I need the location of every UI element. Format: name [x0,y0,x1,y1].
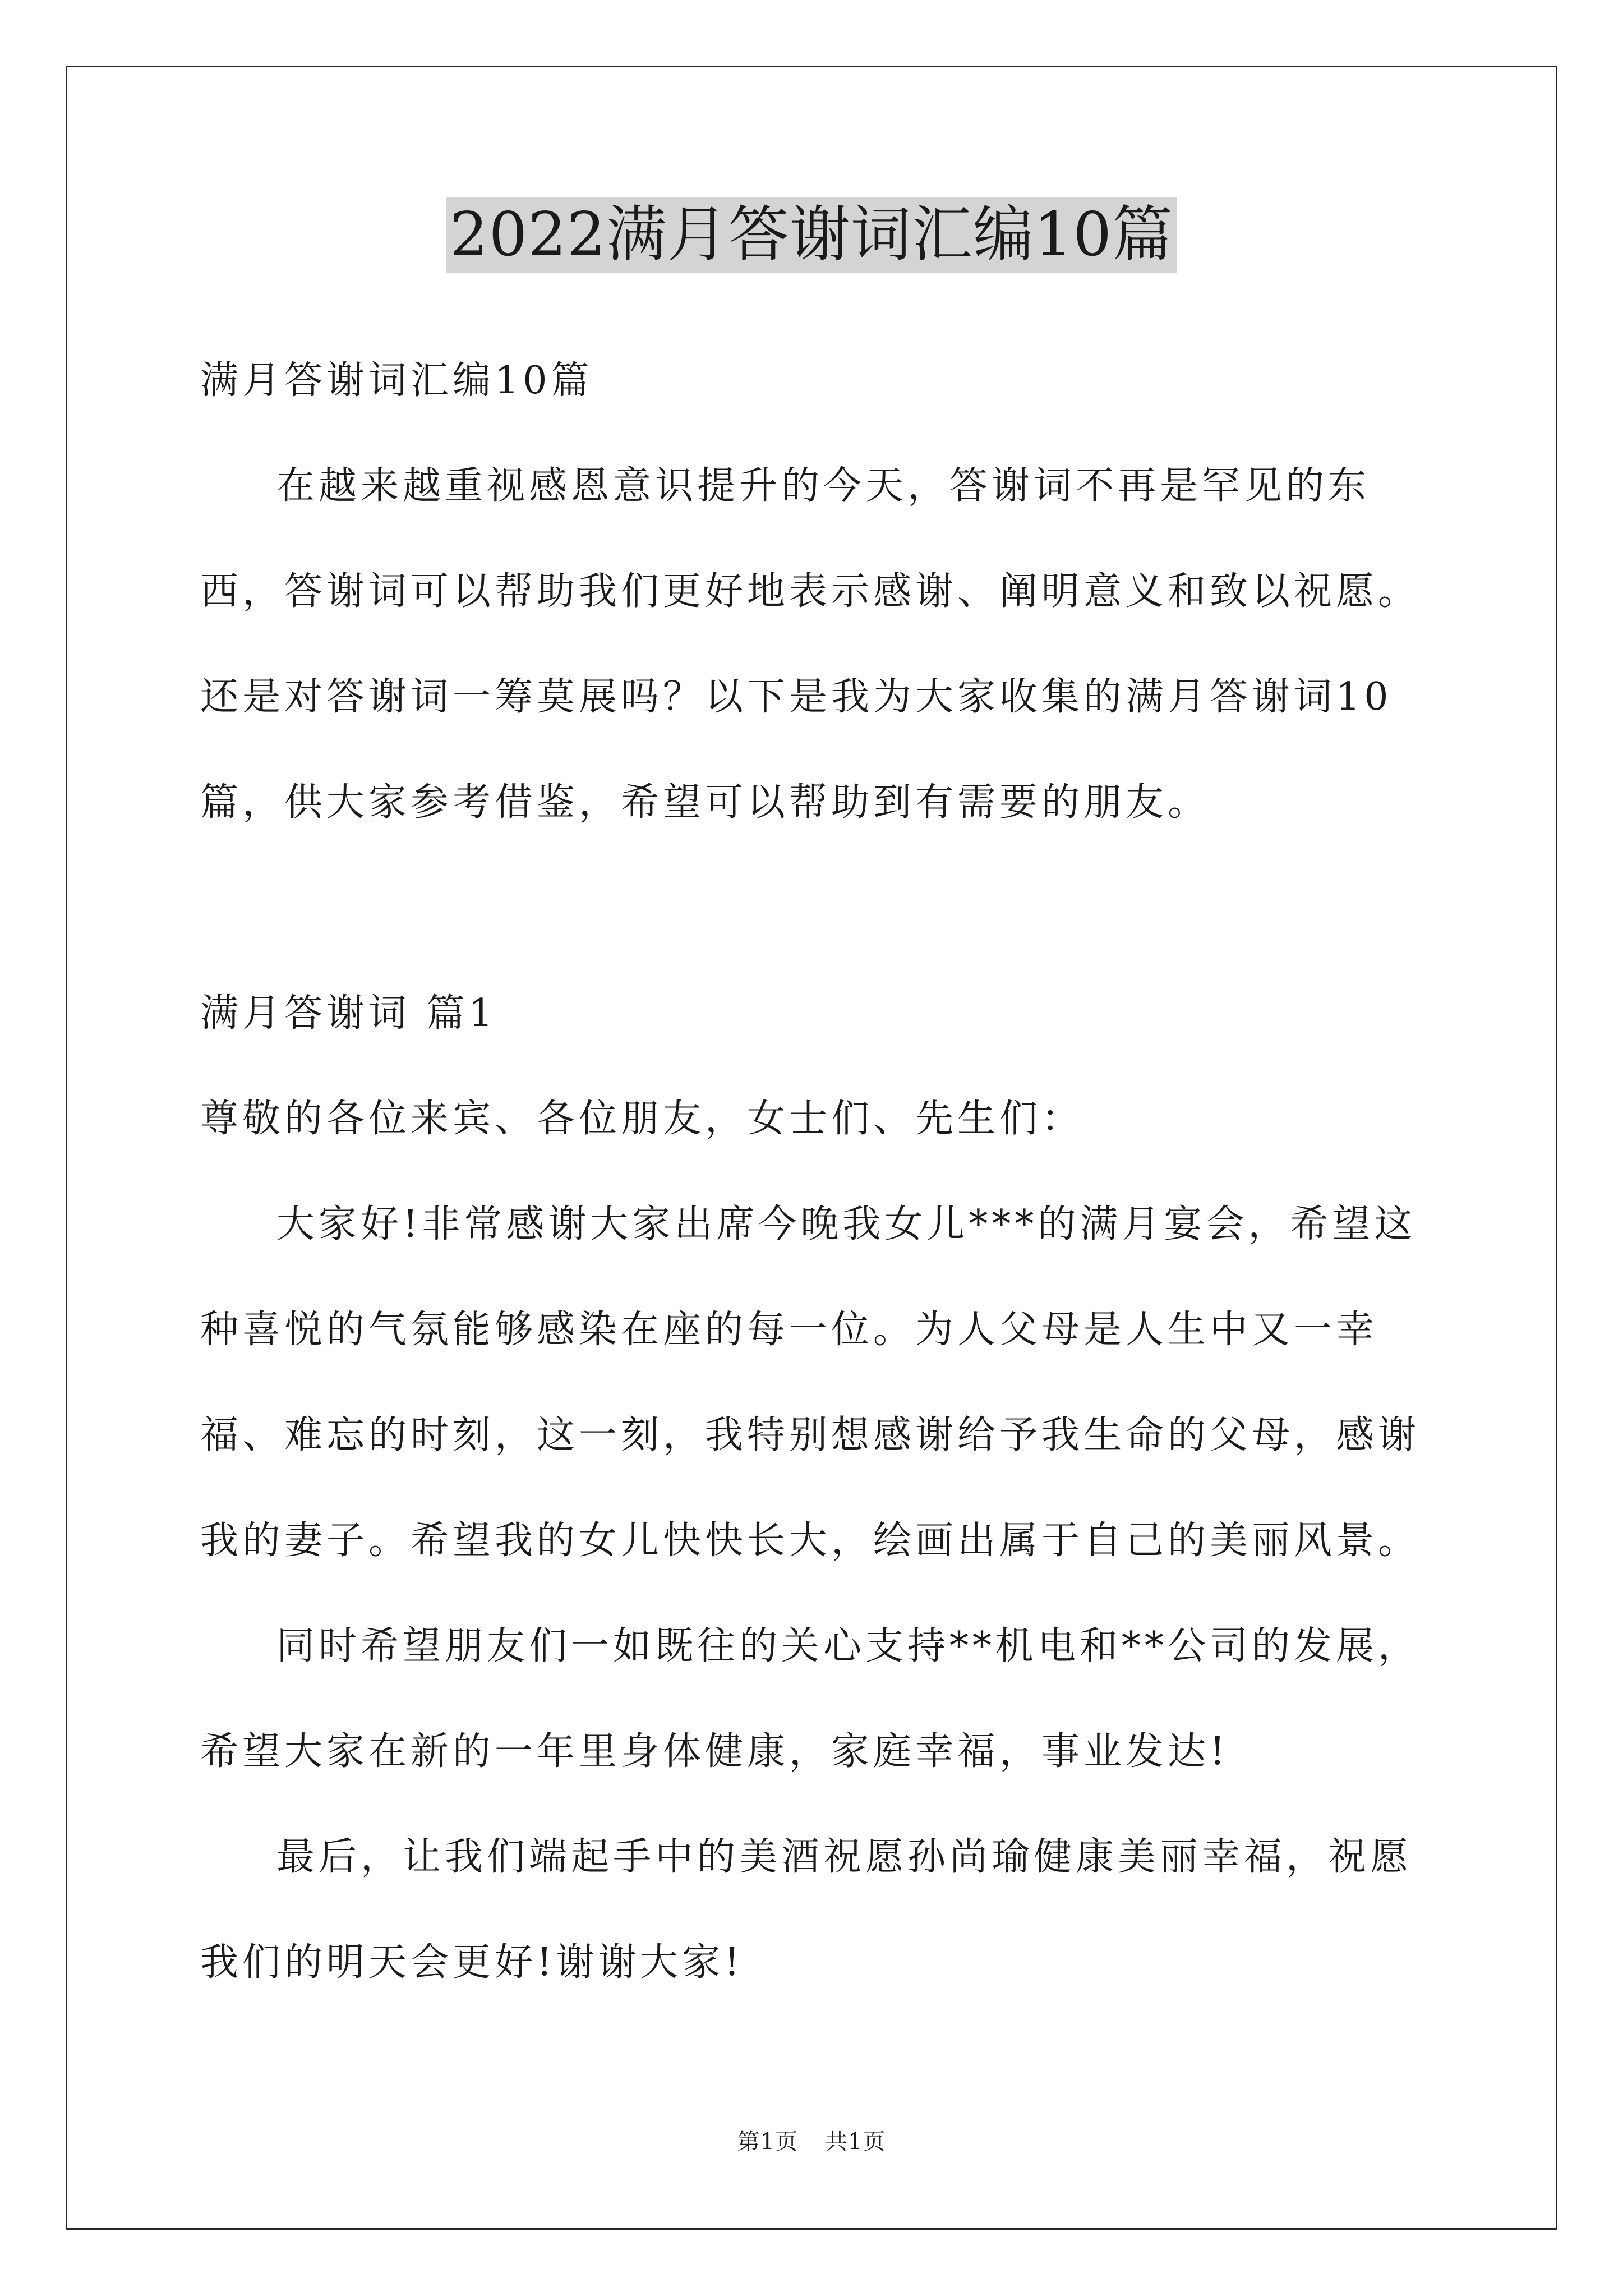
body-paragraph-2: 同时希望朋友们一如既往的关心支持**机电和**公司的发展，希望大家在新的一年里身体健康，家庭幸福，事业发达! [200,1624,1421,1774]
document-title: 2022满月答谢词汇编10篇 [446,197,1177,273]
body-paragraph-1: 大家好!非常感谢大家出席今晚我女儿***的满月宴会，希望这种喜悦的气氛能够感染在座的每一位。为人父母是人生中又一幸福、难忘的时刻，这一刻，我特别想感谢给予我生命的父母，感谢我的妻子。希望我的女儿快快长大，绘画出属于自己的美丽风景。 [200,1202,1421,1563]
body-paragraph-3: 最后，让我们端起手中的美酒祝愿孙尚瑜健康美丽幸福，祝愿我们的明天会更好!谢谢大家! [200,1835,1413,1985]
page-total: 共1页 [825,2129,886,2155]
title-container [0,197,1623,273]
document-subtitle: 满月答谢词汇编10篇 [200,358,593,403]
section-heading: 满月答谢词 篇1 [200,991,497,1036]
page-footer [0,2124,1623,2156]
page-number: 第1页 [737,2129,798,2155]
intro-paragraph: 在越来越重视感恩意识提升的今天，答谢词不再是罕见的东西，答谢词可以帮助我们更好地表示感谢、阐明意义和致以祝愿。还是对答谢词一筹莫展吗？以下是我为大家收集的满月答谢词10篇，供大家参考借鉴，希望可以帮助到有需要的朋友。 [200,464,1421,825]
salutation: 尊敬的各位来宾、各位朋友，女士们、先生们： [200,1097,1084,1141]
